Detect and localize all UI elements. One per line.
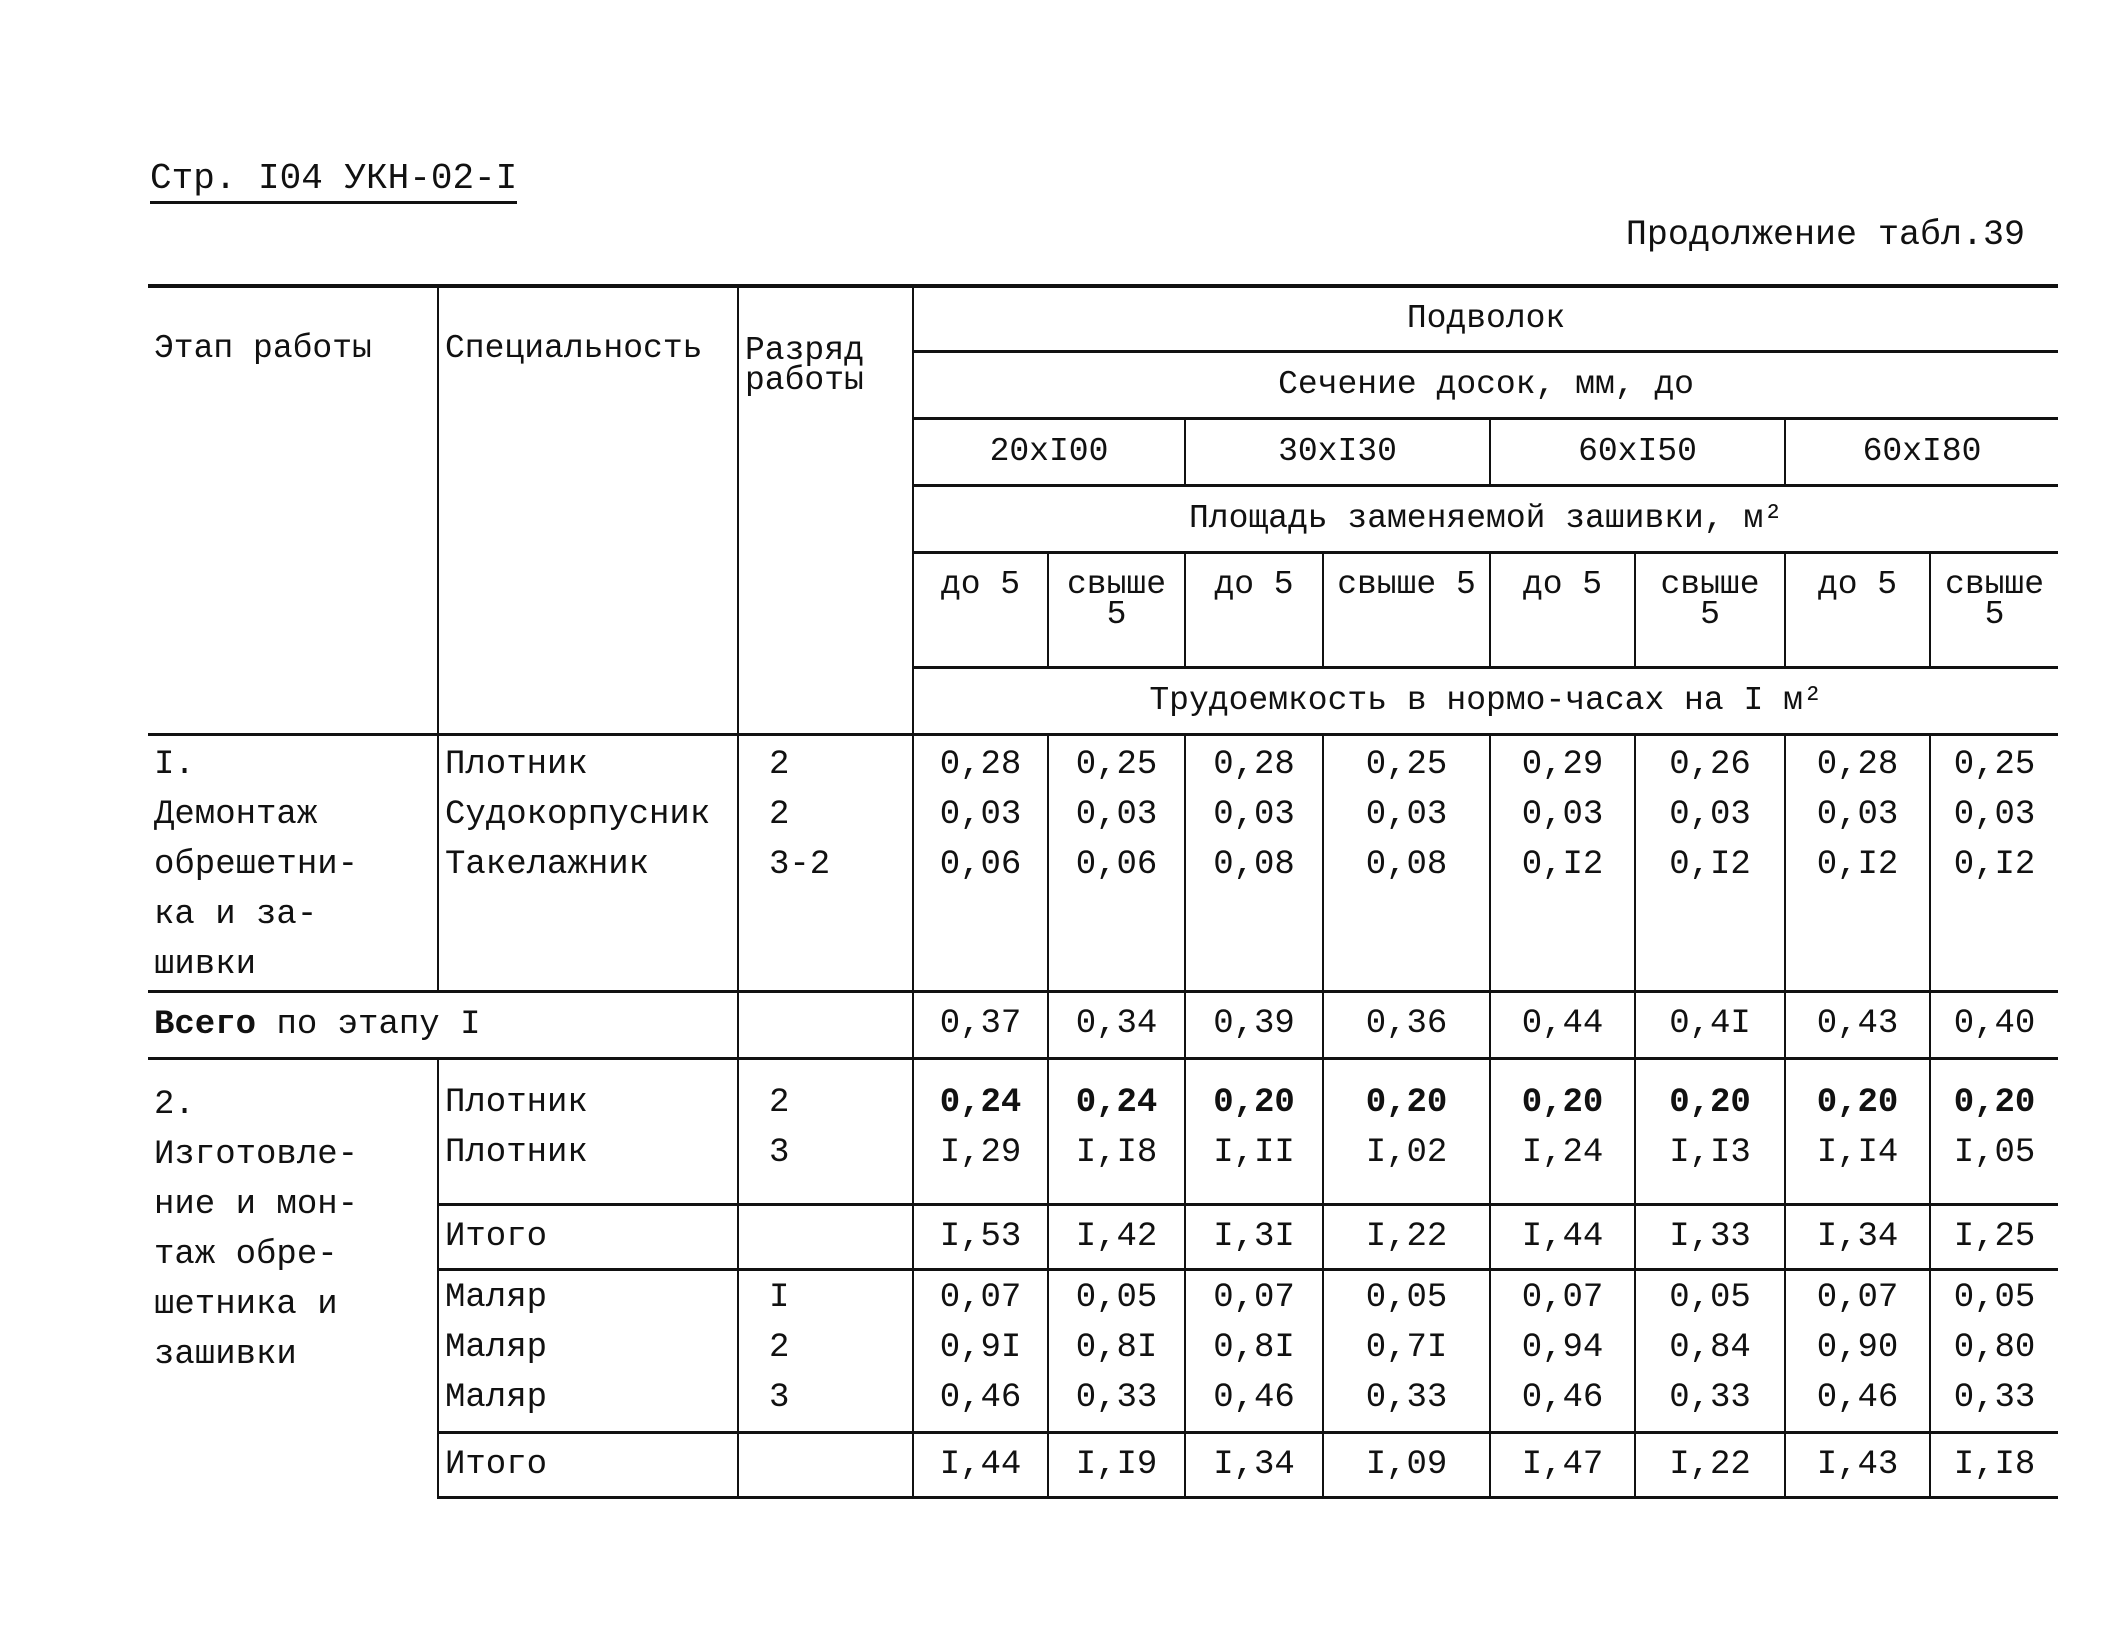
header-stage: Этап работы (148, 286, 438, 735)
value-cell: 0,05 (1953, 1279, 2036, 1317)
stage-2-subtotal-1-value-8: I,25 (1930, 1205, 2058, 1270)
stage-1-total-label (148, 992, 738, 1059)
value-cell: 0,94 (1521, 1329, 1604, 1367)
value-cell: 0,24 (1075, 1084, 1158, 1122)
value-cell: 0,20 (1213, 1084, 1295, 1122)
value-cell: 0,8I (1075, 1329, 1158, 1367)
specialty-3: Такелажник (445, 846, 650, 884)
grade-1: I (769, 1279, 790, 1317)
stage-2-subtotal-2-value-5: I,47 (1490, 1433, 1635, 1498)
value-cell: 0,80 (1953, 1329, 2036, 1367)
stage-1-title: Демонтаж обрешетни- ка и за- шивки (154, 796, 359, 984)
specialty-1: Маляр (445, 1279, 548, 1317)
stage-2-subtotal-2-value-8: I,I8 (1930, 1433, 2058, 1498)
stage-2-block-1-specialties (438, 1059, 738, 1205)
specialty-3: Маляр (445, 1379, 548, 1417)
stage-1-total-bold: Всего (154, 1006, 257, 1044)
stage-2-block-2-col-1 (913, 1270, 1048, 1433)
section-header-3: 60xI50 (1490, 419, 1785, 486)
value-cell: 0,07 (939, 1279, 1022, 1317)
value-cell: I,02 (1365, 1134, 1448, 1172)
stage-2-block-1-col-5 (1490, 1059, 1635, 1205)
stage-1-name (148, 735, 438, 992)
value-cell: 0,46 (1521, 1379, 1604, 1417)
specialty-2: Плотник (445, 1134, 588, 1172)
table-continuation-label: Продолжение табл.39 (1625, 215, 2025, 255)
value-cell: 0,03 (1816, 796, 1899, 834)
stage-2-name (148, 1059, 438, 1498)
header-specialty: Специальность (438, 286, 738, 735)
stage-2-block-1-grades (738, 1059, 913, 1205)
stage-1-total-grade (738, 992, 913, 1059)
value-cell: 0,03 (1365, 796, 1448, 834)
stage-2-block-1-col-3 (1185, 1059, 1323, 1205)
stage-2-block-2-specialties (438, 1270, 738, 1433)
section-header-2: 30xI30 (1185, 419, 1490, 486)
stage-2-title: Изготовле- ние и мон- таж обре- шетника и зашивки (154, 1136, 359, 1374)
stage-1-total-value-4: 0,36 (1323, 992, 1490, 1059)
stage-2-block-1-col-6 (1635, 1059, 1785, 1205)
stage-1-total-value-6: 0,4I (1635, 992, 1785, 1059)
value-cell: 0,07 (1213, 1279, 1295, 1317)
value-cell: 0,03 (1521, 796, 1604, 834)
value-cell: I,24 (1521, 1134, 1604, 1172)
value-cell: 0,20 (1953, 1084, 2036, 1122)
value-cell: 0,28 (1816, 746, 1899, 784)
stage-2-block-2-grades (738, 1270, 913, 1433)
area-subcol-4: свыше 5 (1323, 553, 1490, 668)
stage-2-subtotal-1-value-5: I,44 (1490, 1205, 1635, 1270)
page-reference: Стр. I04 УКН-02-I (150, 158, 517, 204)
stage-1-total-value-2: 0,34 (1048, 992, 1185, 1059)
value-cell: 0,03 (939, 796, 1022, 834)
specialty-1: Плотник (445, 1084, 588, 1122)
area-subcol-1: до 5 (913, 553, 1048, 668)
stage-2-subtotal-2-value-6: I,22 (1635, 1433, 1785, 1498)
stage-1-col-7 (1785, 735, 1930, 992)
stage-2-subtotal-2-label: Итого (438, 1433, 738, 1498)
stage-2-subtotal-2-value-2: I,I9 (1048, 1433, 1185, 1498)
stage-1-col-4 (1323, 735, 1490, 992)
grade-1: 2 (769, 1084, 790, 1122)
area-subcol-5: до 5 (1490, 553, 1635, 668)
grade-2: 2 (769, 796, 790, 834)
value-cell: 0,8I (1213, 1329, 1295, 1367)
value-cell: 0,33 (1365, 1379, 1448, 1417)
header-units: Трудоемкость в нормо-часах на I м² (913, 668, 2058, 735)
value-cell: I,I4 (1816, 1134, 1899, 1172)
value-cell: 0,20 (1521, 1084, 1604, 1122)
value-cell: 0,33 (1669, 1379, 1751, 1417)
stage-2-block-2-col-8 (1930, 1270, 2058, 1433)
stage-2-subtotal-1-value-1: I,53 (913, 1205, 1048, 1270)
stage-2-subtotal-1-value-6: I,33 (1635, 1205, 1785, 1270)
value-cell: 0,28 (939, 746, 1022, 784)
value-cell: 0,I2 (1669, 846, 1751, 884)
stage-2-block-1-col-7 (1785, 1059, 1930, 1205)
value-cell: 0,25 (1075, 746, 1158, 784)
stage-2-subtotal-1-value-3: I,3I (1185, 1205, 1323, 1270)
header-area-title: Площадь заменяемой зашивки, м² (913, 486, 2058, 553)
stage-2-subtotal-2-grade (738, 1433, 913, 1498)
area-subcol-7: до 5 (1785, 553, 1930, 668)
value-cell: 0,26 (1669, 746, 1751, 784)
value-cell: 0,46 (939, 1379, 1022, 1417)
value-cell: 0,33 (1075, 1379, 1158, 1417)
value-cell: 0,03 (1669, 796, 1751, 834)
value-cell: 0,46 (1816, 1379, 1899, 1417)
stage-1-col-3 (1185, 735, 1323, 992)
value-cell: 0,I2 (1816, 846, 1899, 884)
stage-1-col-5 (1490, 735, 1635, 992)
header-section-title: Сечение досок, мм, до (913, 352, 2058, 419)
value-cell: 0,I2 (1521, 846, 1604, 884)
value-cell: 0,08 (1213, 846, 1295, 884)
area-subcol-2: свыше 5 (1048, 553, 1185, 668)
value-cell: I,29 (939, 1134, 1022, 1172)
stage-1-total-value-3: 0,39 (1185, 992, 1323, 1059)
labor-table (148, 284, 2058, 1499)
stage-2-block-1-col-2 (1048, 1059, 1185, 1205)
header-grade: Разряд работы (738, 286, 913, 735)
grade-2: 3 (769, 1134, 790, 1172)
value-cell: 0,20 (1816, 1084, 1899, 1122)
grade-2: 2 (769, 1329, 790, 1367)
value-cell: 0,07 (1816, 1279, 1899, 1317)
value-cell: 0,05 (1075, 1279, 1158, 1317)
value-cell: 0,03 (1953, 796, 2036, 834)
section-header-4: 60xI80 (1785, 419, 2058, 486)
value-cell: 0,7I (1365, 1329, 1448, 1367)
stage-2-block-2-col-2 (1048, 1270, 1185, 1433)
stage-2-subtotal-1-value-2: I,42 (1048, 1205, 1185, 1270)
value-cell: I,II (1213, 1134, 1295, 1172)
value-cell: 0,20 (1669, 1084, 1751, 1122)
stage-2-subtotal-1-value-7: I,34 (1785, 1205, 1930, 1270)
stage-2-subtotal-2-value-3: I,34 (1185, 1433, 1323, 1498)
section-header-1: 20xI00 (913, 419, 1185, 486)
value-cell: 0,06 (939, 846, 1022, 884)
stage-1-total-value-1: 0,37 (913, 992, 1048, 1059)
stage-1-col-1 (913, 735, 1048, 992)
stage-2-block-1-col-1 (913, 1059, 1048, 1205)
area-subcol-3: до 5 (1185, 553, 1323, 668)
value-cell: I,I8 (1075, 1134, 1158, 1172)
stage-2-subtotal-1-grade (738, 1205, 913, 1270)
value-cell: I,I3 (1669, 1134, 1751, 1172)
specialty-2: Судокорпусник (445, 796, 711, 834)
grade-3: 3-2 (769, 846, 831, 884)
value-cell: 0,29 (1521, 746, 1604, 784)
stage-2-subtotal-1-value-4: I,22 (1323, 1205, 1490, 1270)
area-subcol-8: свыше 5 (1930, 553, 2058, 668)
value-cell: 0,90 (1816, 1329, 1899, 1367)
value-cell: 0,25 (1953, 746, 2036, 784)
stage-1-specialties (438, 735, 738, 992)
stage-2-block-1-col-8 (1930, 1059, 2058, 1205)
stage-2-subtotal-2-value-7: I,43 (1785, 1433, 1930, 1498)
grade-1: 2 (769, 746, 790, 784)
value-cell: 0,05 (1669, 1279, 1751, 1317)
value-cell: 0,28 (1213, 746, 1295, 784)
stage-1-total-text: по этапу I (276, 1006, 481, 1044)
stage-2-block-2-col-7 (1785, 1270, 1930, 1433)
specialty-2: Маляр (445, 1329, 548, 1367)
value-cell: 0,33 (1953, 1379, 2036, 1417)
stage-2-block-2-col-6 (1635, 1270, 1785, 1433)
value-cell: 0,I2 (1953, 846, 2036, 884)
value-cell: 0,08 (1365, 846, 1448, 884)
stage-2-subtotal-2-value-1: I,44 (913, 1433, 1048, 1498)
specialty-1: Плотник (445, 746, 588, 784)
stage-1-total-value-8: 0,40 (1930, 992, 2058, 1059)
value-cell: 0,07 (1521, 1279, 1604, 1317)
stage-1-col-2 (1048, 735, 1185, 992)
value-cell: 0,84 (1669, 1329, 1751, 1367)
stage-1-number: I. (154, 746, 195, 784)
stage-2-block-1-col-4 (1323, 1059, 1490, 1205)
value-cell: 0,05 (1365, 1279, 1448, 1317)
value-cell: 0,03 (1075, 796, 1158, 834)
stage-1-grades (738, 735, 913, 992)
stage-1-col-6 (1635, 735, 1785, 992)
area-subcol-6: свыше 5 (1635, 553, 1785, 668)
grade-3: 3 (769, 1379, 790, 1417)
stage-1-col-8 (1930, 735, 2058, 992)
value-cell: 0,24 (939, 1084, 1022, 1122)
value-cell: 0,03 (1213, 796, 1295, 834)
value-cell: I,05 (1953, 1134, 2036, 1172)
stage-2-number: 2. (154, 1086, 195, 1124)
stage-1-total-value-5: 0,44 (1490, 992, 1635, 1059)
stage-2-block-2-col-5 (1490, 1270, 1635, 1433)
value-cell: 0,20 (1365, 1084, 1448, 1122)
value-cell: 0,25 (1365, 746, 1448, 784)
value-cell: 0,46 (1213, 1379, 1295, 1417)
value-cell: 0,9I (939, 1329, 1022, 1367)
stage-2-block-2-col-4 (1323, 1270, 1490, 1433)
stage-2-block-2-col-3 (1185, 1270, 1323, 1433)
value-cell: 0,06 (1075, 846, 1158, 884)
header-group: Подволок (913, 286, 2058, 352)
stage-2-subtotal-1-label: Итого (438, 1205, 738, 1270)
stage-1-total-value-7: 0,43 (1785, 992, 1930, 1059)
stage-2-subtotal-2-value-4: I,09 (1323, 1433, 1490, 1498)
